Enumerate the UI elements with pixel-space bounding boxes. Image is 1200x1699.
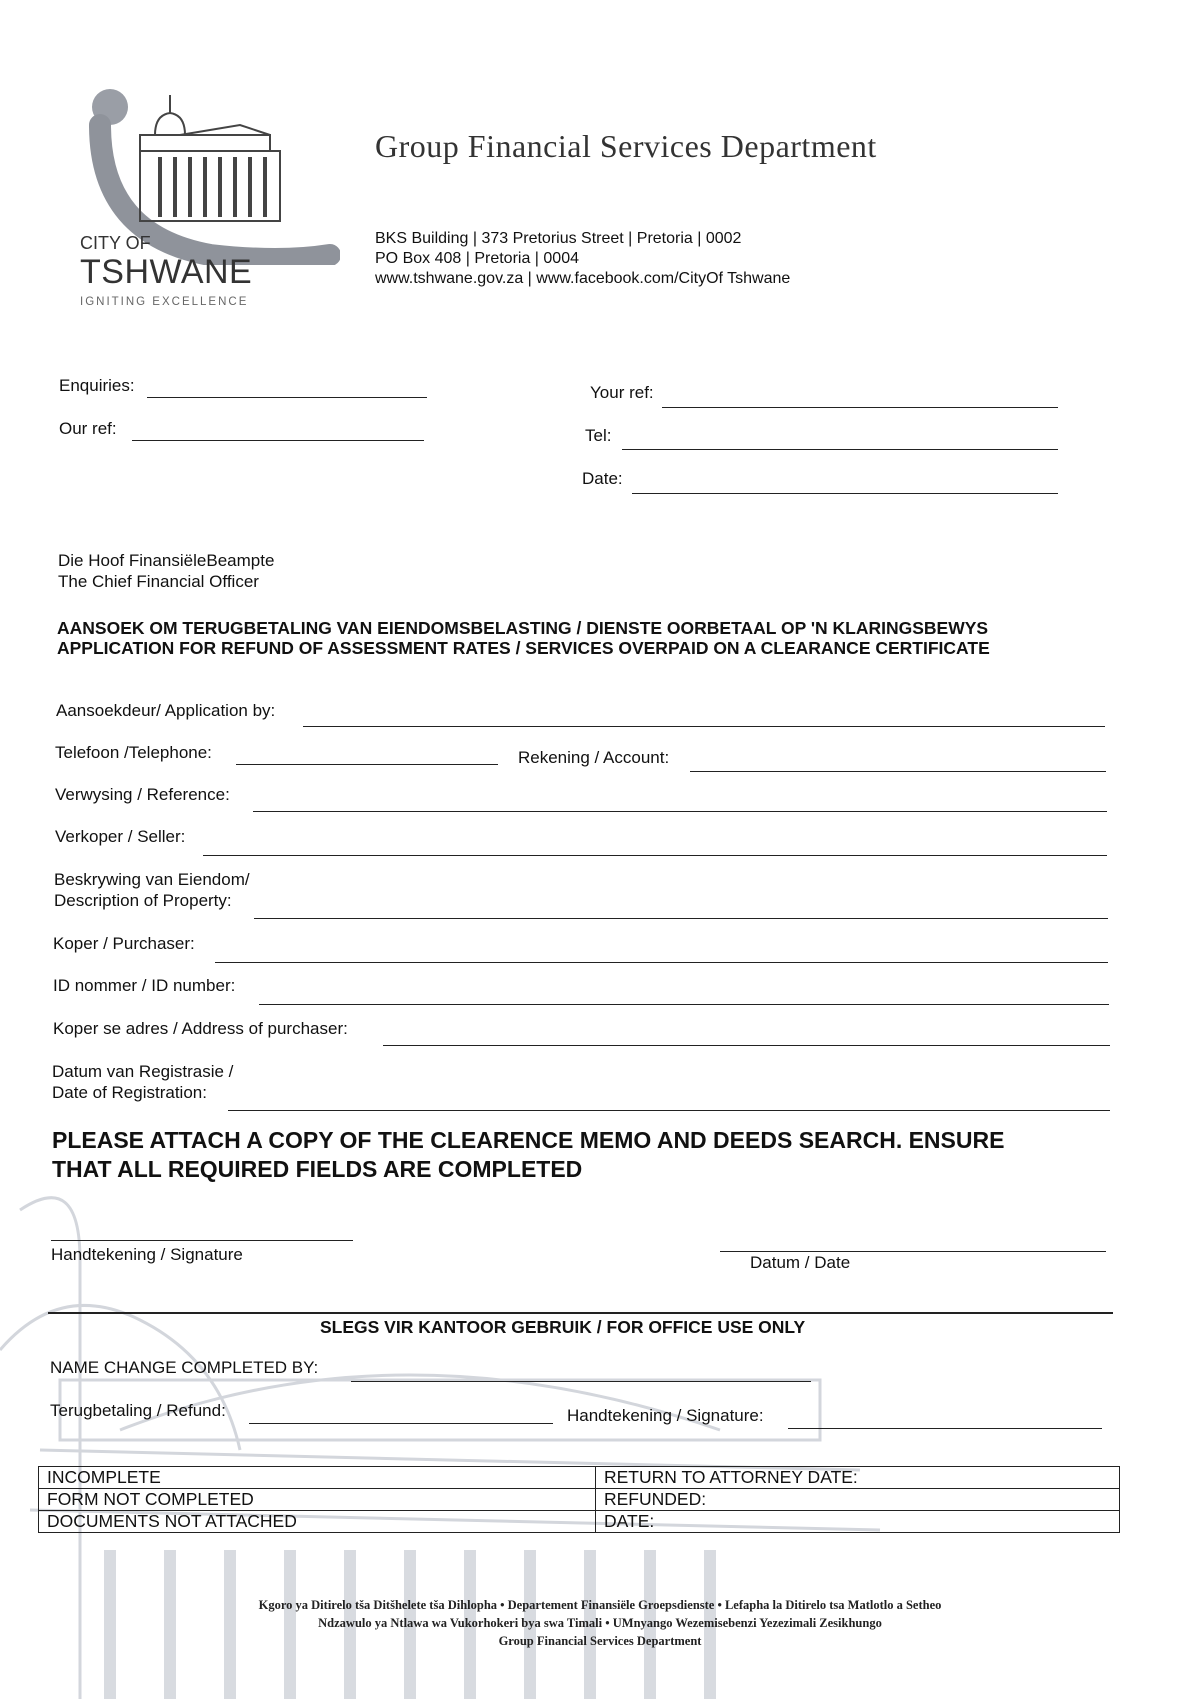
- name-change-label: NAME CHANGE COMPLETED BY:: [50, 1358, 319, 1377]
- status-incomplete[interactable]: INCOMPLETE: [39, 1467, 596, 1489]
- status-date[interactable]: DATE:: [596, 1511, 1120, 1533]
- heading-english: APPLICATION FOR REFUND OF ASSESSMENT RATES / SERVICES OVERPAID ON A CLEARANCE CERTIFICATE: [57, 638, 990, 658]
- addressee-english: The Chief Financial Officer: [58, 572, 259, 591]
- seller-label: Verkoper / Seller:: [55, 827, 186, 846]
- office-signature-field[interactable]: [788, 1428, 1102, 1429]
- our-ref-label: Our ref:: [59, 419, 117, 438]
- addressee-afrikaans: Die Hoof FinansiëleBeampte: [58, 551, 275, 570]
- enquiries-label: Enquiries:: [59, 376, 135, 395]
- your-ref-label: Your ref:: [590, 383, 654, 402]
- logo-name: TSHWANE: [80, 253, 253, 291]
- reference-label: Verwysing / Reference:: [55, 785, 230, 804]
- department-title: Group Financial Services Department: [375, 128, 877, 164]
- id-number-field[interactable]: [259, 1004, 1109, 1005]
- refund-label: Terugbetaling / Refund:: [50, 1401, 226, 1420]
- office-use-title: SLEGS VIR KANTOOR GEBRUIK / FOR OFFICE USE ONLY: [320, 1317, 806, 1337]
- purchaser-field[interactable]: [215, 962, 1108, 963]
- attach-notice-line-2: THAT ALL REQUIRED FIELDS ARE COMPLETED: [52, 1156, 583, 1182]
- address-line-2: PO Box 408 | Pretoria | 0004: [375, 250, 579, 267]
- registration-label-1: Datum van Registrasie /: [52, 1062, 234, 1081]
- date-signature-field[interactable]: [720, 1251, 1106, 1252]
- heading-afrikaans: AANSOEK OM TERUGBETALING VAN EIENDOMSBELASTING / DIENSTE OORBETAAL OP 'N KLARINGSBEWYS: [57, 618, 989, 638]
- status-documents-not-attached[interactable]: DOCUMENTS NOT ATTACHED: [39, 1511, 596, 1533]
- date-label: Date:: [582, 469, 623, 488]
- table-row: [39, 1511, 1120, 1533]
- description-label-1: Beskrywing van Eiendom/: [54, 870, 250, 889]
- table-row: [39, 1489, 1120, 1511]
- application-by-field[interactable]: [303, 726, 1105, 727]
- office-signature-label: Handtekening / Signature:: [567, 1406, 764, 1425]
- account-label: Rekening / Account:: [518, 748, 670, 767]
- telephone-field[interactable]: [236, 764, 498, 765]
- address-line-1: BKS Building | 373 Pretorius Street | Pretoria | 0002: [375, 230, 742, 247]
- name-change-field[interactable]: [351, 1381, 811, 1382]
- id-number-label: ID nommer / ID number:: [53, 976, 236, 995]
- city-logo: [80, 85, 340, 335]
- table-row: [39, 1467, 1120, 1489]
- account-field[interactable]: [690, 771, 1106, 772]
- logo-city-of: CITY OF: [80, 233, 151, 253]
- description-field[interactable]: [254, 918, 1108, 919]
- telephone-label: Telefoon /Telephone:: [55, 743, 212, 762]
- signature-field[interactable]: [51, 1240, 353, 1241]
- footer-line-3: Group Financial Services Department: [498, 1634, 702, 1648]
- signature-label: Handtekening / Signature: [51, 1245, 243, 1264]
- purchaser-label: Koper / Purchaser:: [53, 934, 195, 953]
- tel-field[interactable]: [622, 449, 1058, 450]
- your-ref-field[interactable]: [662, 407, 1058, 408]
- seller-field[interactable]: [203, 855, 1107, 856]
- office-use-divider: [48, 1312, 1113, 1314]
- logo-tagline: IGNITING EXCELLENCE: [80, 296, 249, 308]
- address-line-3: www.tshwane.gov.za | www.facebook.com/CityOf Tshwane: [375, 270, 791, 287]
- footer-line-1: Kgoro ya Ditirelo tša Ditšhelete tša Dihlopha • Departement Finansiële Groepsdienste • Lefapha la Ditirelo tsa Matlotlo a Setheo: [258, 1598, 942, 1612]
- status-return-attorney-date[interactable]: RETURN TO ATTORNEY DATE:: [596, 1467, 1120, 1489]
- status-form-not-completed[interactable]: FORM NOT COMPLETED: [39, 1489, 596, 1511]
- registration-field[interactable]: [228, 1110, 1110, 1111]
- footer-line-2: Ndzawulo ya Ntlawa wa Vukorhokeri bya swa Timali • UMnyango Wezemisebenzi Yezezimali Zesikhungo: [318, 1616, 882, 1630]
- reference-field[interactable]: [253, 811, 1107, 812]
- date-signature-label: Datum / Date: [750, 1253, 851, 1272]
- attach-notice-line-1: PLEASE ATTACH A COPY OF THE CLEARENCE MEMO AND DEEDS SEARCH. ENSURE: [52, 1127, 1005, 1153]
- application-by-label: Aansoekdeur/ Application by:: [56, 701, 276, 720]
- description-label-2: Description of Property:: [54, 891, 232, 910]
- our-ref-field[interactable]: [132, 440, 424, 441]
- date-field[interactable]: [632, 493, 1058, 494]
- tel-label: Tel:: [585, 426, 612, 445]
- refund-field[interactable]: [249, 1423, 553, 1424]
- registration-label-2: Date of Registration:: [52, 1083, 207, 1102]
- status-refunded[interactable]: REFUNDED:: [596, 1489, 1120, 1511]
- status-table: [38, 1466, 1120, 1533]
- address-purchaser-field[interactable]: [383, 1045, 1110, 1046]
- address-purchaser-label: Koper se adres / Address of purchaser:: [53, 1019, 348, 1038]
- enquiries-field[interactable]: [147, 397, 427, 398]
